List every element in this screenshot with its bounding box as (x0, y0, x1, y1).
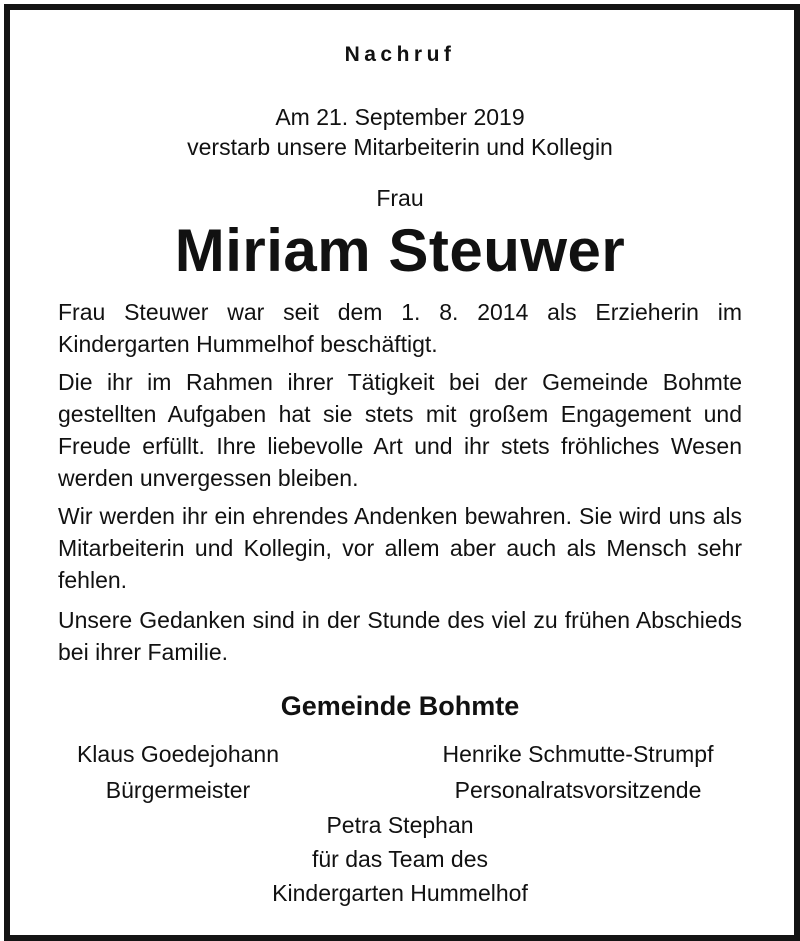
death-date-line: Am 21. September 2019 (275, 104, 525, 130)
deceased-name: Miriam Steuwer (174, 217, 626, 284)
signatory-name: Petra Stephan (326, 812, 474, 838)
intro-block (58, 102, 742, 162)
organization-name: Gemeinde Bohmte (280, 691, 520, 721)
signature-kindergarten-team (58, 808, 742, 910)
signatory-role: Bürgermeister (105, 777, 251, 803)
paragraph-remembrance: Wir werden ihr ein ehrendes Andenken bewahren. Sie wird uns als Mitarbeiterin und Kollegin, vor allem aber auch als Mensch sehr fehlen. (58, 503, 742, 593)
intro-text-line: verstarb unsere Mitarbeiterin und Kollegin (187, 134, 613, 160)
signatory-name: Klaus Goedejohann (76, 741, 280, 767)
paragraph-condolence: Unsere Gedanken sind in der Stunde des viel zu frühen Abschieds bei ihrer Familie. (58, 607, 742, 665)
signature-staff-council (414, 736, 742, 808)
salutation: Frau (376, 185, 424, 211)
signatory-role: Personalratsvorsitzende (454, 777, 702, 803)
team-line: Kindergarten Hummelhof (272, 880, 528, 906)
team-line: für das Team des (311, 846, 488, 872)
paragraph-employment: Frau Steuwer war seit dem 1. 8. 2014 als Erzieherin im Kindergarten Hummelhof beschäftigt. (58, 299, 742, 357)
signature-mayor (58, 736, 298, 808)
signatory-name: Henrike Schmutte-Strumpf (442, 741, 714, 767)
paragraph-tribute: Die ihr im Rahmen ihrer Tätigkeit bei der Gemeinde Bohmte gestellten Aufgaben hat sie stets mit großem Engagement und Freude erfüllt. Ihre liebevolle Art und ihr stets fröhliches Wesen werden unvergessen bleiben. (58, 369, 742, 491)
obituary-title: Nachruf (344, 43, 456, 66)
